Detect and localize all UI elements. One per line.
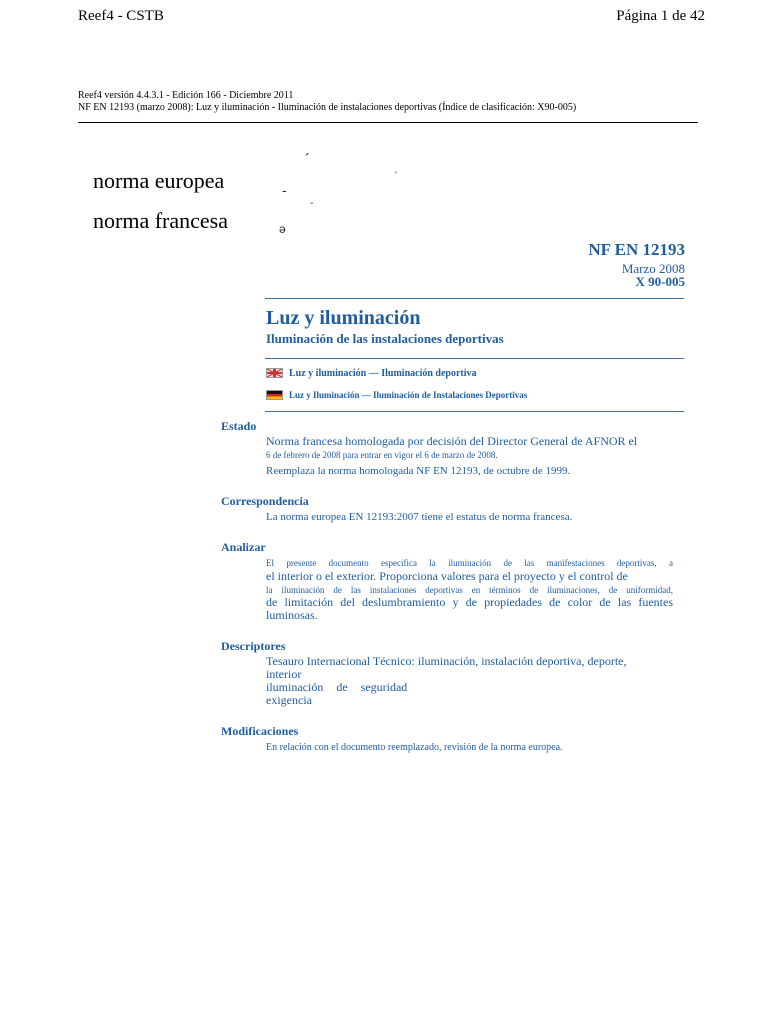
translations-divider: [265, 411, 684, 412]
title-divider-middle: [265, 358, 684, 359]
page-number: Página 1 de 42: [616, 8, 705, 24]
estado-line-2: 6 de febrero de 2008 para entrar en vigor el 6 de marzo de 2008.: [266, 450, 498, 460]
descriptores-line-4: exigencia: [266, 693, 312, 707]
norma-europea-label: norma europea: [93, 168, 225, 193]
page-header-left: Reef4 - CSTB: [78, 8, 164, 24]
descriptores-line-3: iluminación de seguridad: [266, 680, 408, 694]
estado-line-1: Norma francesa homologada por decisión del Director General de AFNOR el: [266, 434, 638, 448]
german-flag-icon: [266, 390, 283, 400]
section-heading-correspondencia: Correspondencia: [221, 494, 309, 508]
document-title: Luz y iluminación: [266, 307, 421, 329]
glyph-fragment: ´: [305, 152, 311, 169]
analizar-line-4: de limitación del deslumbramiento y de propiedades de color de las fuentes: [266, 595, 673, 609]
norm-code: NF EN 12193: [588, 240, 685, 259]
analizar-line-2: el interior o el exterior. Proporciona valores para el proyecto y el control de: [266, 569, 628, 583]
glyph-fragment: ə: [279, 222, 286, 236]
estado-line-3: Reemplaza la norma homologada NF EN 12193, de octubre de 1999.: [266, 465, 571, 477]
header-divider: [78, 122, 698, 123]
glyph-fragment: -: [282, 182, 287, 198]
uk-flag-icon: [266, 368, 283, 378]
norm-date: Marzo 2008: [621, 261, 685, 276]
descriptores-line-2: interior: [266, 667, 302, 681]
glyph-fragment: -: [310, 198, 314, 209]
classification-index: X 90-005: [635, 274, 685, 289]
analizar-line-1: El presente documento especifica la iluminación de las manifestaciones deportivas, a: [266, 558, 673, 568]
norma-francesa-label: norma francesa: [93, 208, 228, 233]
glyph-fragment: ': [395, 170, 397, 180]
section-heading-modificaciones: Modificaciones: [221, 724, 299, 738]
descriptores-line-1: Tesauro Internacional Técnico: iluminación, instalación deportiva, deporte,: [266, 654, 627, 668]
translation-english: Luz y iluminación — Iluminación deportiva: [289, 368, 477, 379]
translation-german: Luz y Iluminación — Iluminación de Instalaciones Deportivas: [289, 390, 528, 400]
modificaciones-line-1: En relación con el documento reemplazado, revisión de la norma europea.: [266, 742, 563, 753]
title-divider-top: [265, 298, 684, 299]
document-subtitle: Iluminación de las instalaciones deportivas: [266, 331, 504, 346]
correspondencia-line-1: La norma europea EN 12193:2007 tiene el estatus de norma francesa.: [266, 511, 573, 523]
meta-document: NF EN 12193 (marzo 2008): Luz y iluminación - Iluminación de instalaciones deportivas (Índice de clasificación: X90-005): [78, 102, 577, 113]
analizar-line-3: la iluminación de las instalaciones deportivas en términos de iluminaciones, de uniformidad,: [266, 585, 673, 595]
meta-version: Reef4 versión 4.4.3.1 - Edición 166 - Diciembre 2011: [78, 90, 294, 101]
section-heading-estado: Estado: [221, 419, 257, 433]
analizar-line-5: luminosas.: [266, 608, 318, 622]
section-heading-analizar: Analizar: [221, 540, 266, 554]
section-heading-descriptores: Descriptores: [221, 639, 286, 653]
